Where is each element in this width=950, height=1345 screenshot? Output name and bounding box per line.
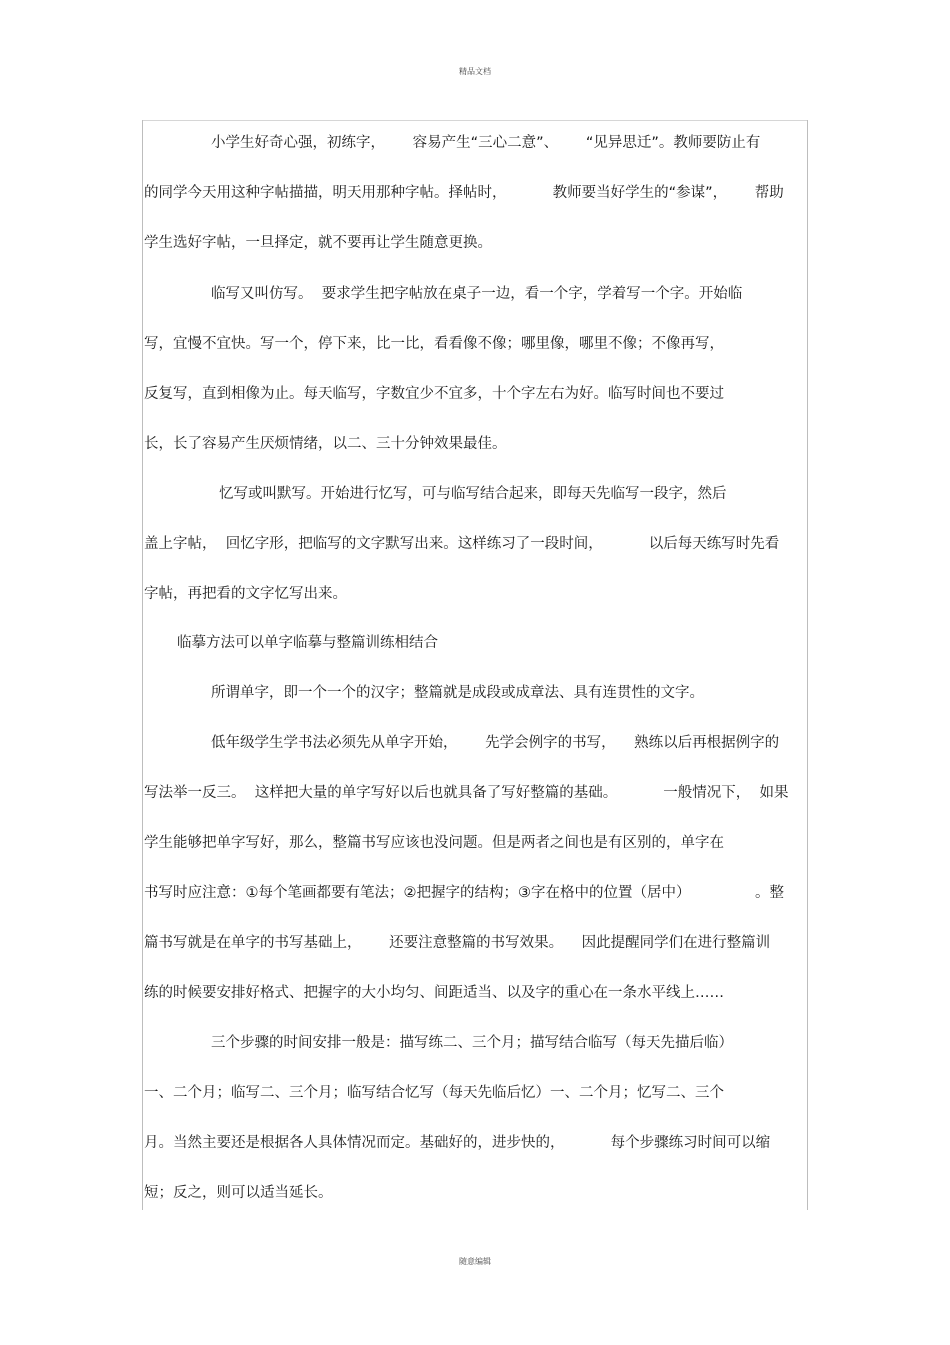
frame-top-border [142,120,807,121]
paragraph-line: 写，宜慢不宜快。写一个，停下来，比一比，看看像不像；哪里像，哪里不像；不像再写， [144,336,724,352]
paragraph-line: 低年级学生学书法必须先从单字开始， 先学会例字的书写， 熟练以后再根据例字的 [211,735,780,751]
paragraph-line: 的同学今天用这种字帖描描，明天用那种字帖。择帖时， 教师要当好学生的“参谋”， 帮助 [144,185,784,201]
paragraph-line: 写法举一反三。 这样把大量的单字写好以后也就具备了写好整篇的基础。 一般情况下， 如果 [144,785,789,801]
paragraph-line: 月。当然主要还是根据各人具体情况而定。基础好的，进步快的， 每个步骤练习时间可以缩 [144,1135,771,1151]
frame-left-border [142,120,143,1210]
paragraph-line: 临写又叫仿写。 要求学生把字帖放在桌子一边，看一个字，学着写一个字。开始临 [211,286,743,302]
paragraph-line: 长，长了容易产生厌烦情绪，以二、三十分钟效果最佳。 [144,436,507,452]
paragraph-line: 篇书写就是在单字的书写基础上， 还要注意整篇的书写效果。 因此提醒同学们在进行整篇训 [144,935,771,951]
paragraph-line: 学生选好字帖，一旦择定，就不要再让学生随意更换。 [144,235,492,251]
frame-right-border [807,120,808,1210]
paragraph-line: 盖上字帖， 回忆字形，把临写的文字默写出来。这样练习了一段时间， 以后每天练写时先看 [144,536,780,552]
paragraph-line: 反复写，直到相像为止。每天临写，字数宜少不宜多，十个字左右为好。临写时间也不要过 [144,386,724,402]
paragraph-line: 学生能够把单字写好，那么，整篇书写应该也没问题。但是两者之间也是有区别的，单字在 [144,835,724,851]
page-header: 精品文档 [459,67,491,76]
paragraph-line: 三个步骤的时间安排一般是：描写练二、三个月；描写结合临写（每天先描后临） [211,1035,733,1051]
paragraph-line: 短；反之，则可以适当延长。 [144,1185,333,1201]
paragraph-line: 小学生好奇心强，初练字， 容易产生“三心二意”、 “见异思迁”。教师要防止有 [211,135,761,151]
section-heading: 临摹方法可以单字临摹与整篇训练相结合 [177,635,438,651]
paragraph-line: 所谓单字，即一个一个的汉字；整篇就是成段或成章法、具有连贯性的文字。 [211,685,704,701]
paragraph-line: 一、二个月；临写二、三个月；临写结合忆写（每天先临后忆）一、二个月；忆写二、三个 [144,1085,724,1101]
paragraph-line: 忆写或叫默写。开始进行忆写，可与临写结合起来，即每天先临写一段字，然后 [219,486,727,502]
paragraph-line: 字帖，再把看的文字忆写出来。 [144,586,347,602]
paragraph-line: 练的时候要安排好格式、把握字的大小均匀、间距适当、以及字的重心在一条水平线上…… [144,985,724,1001]
paragraph-line: 书写时应注意：①每个笔画都要有笔法；②把握字的结构；③字在格中的位置（居中） 。整 [144,885,785,901]
page-footer: 随意编辑 [459,1257,491,1266]
